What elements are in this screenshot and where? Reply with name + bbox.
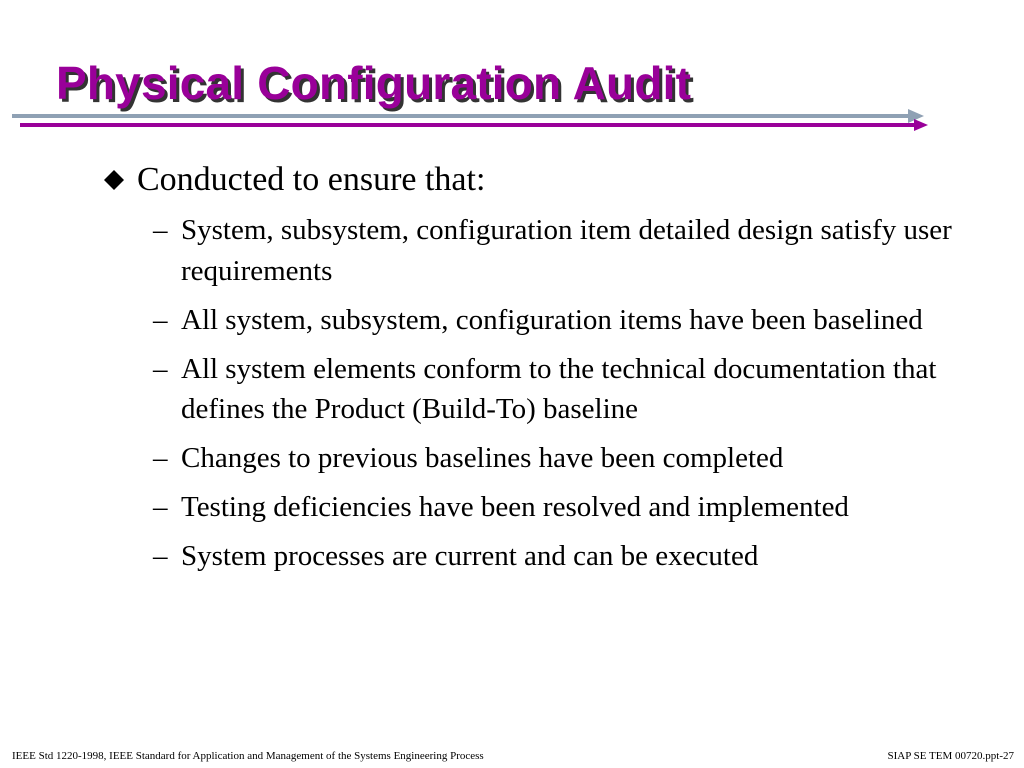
dash-marker: –: [153, 352, 168, 385]
dash-marker: –: [153, 303, 168, 336]
sub-bullet-text: All system, subsystem, configuration items have been baselined: [181, 303, 923, 336]
sub-bullet-text: System processes are current and can be executed: [181, 540, 759, 572]
dash-marker: –: [153, 540, 168, 572]
footer-source: IEEE Std 1220-1998, IEEE Standard for Application and Management of the Systems Engineering Process: [12, 750, 484, 762]
dash-marker: –: [153, 491, 168, 523]
sub-bullet-text: All system elements conform to the technical documentation that defines the Product (Build-To) baseline: [181, 352, 937, 425]
sub-bullet-item: [153, 300, 973, 341]
sub-bullet-list: [153, 210, 973, 585]
diamond-icon: [103, 169, 125, 191]
sub-bullet-item: [153, 438, 973, 479]
sub-bullet-text: Testing deficiencies have been resolved and implemented: [181, 491, 849, 523]
dash-marker: –: [153, 214, 168, 246]
sub-bullet-item: [153, 349, 973, 430]
title-underline-arrows: [0, 104, 940, 134]
sub-bullet-text: Changes to previous baselines have been completed: [181, 442, 784, 474]
sub-bullet-text: System, subsystem, configuration item detailed design satisfy user requirements: [181, 214, 952, 287]
sub-bullet-item: [153, 536, 973, 577]
main-bullet: [103, 160, 485, 200]
footer-slide-id: SIAP SE TEM 00720.ppt-27: [887, 750, 1014, 762]
sub-bullet-item: [153, 210, 973, 291]
main-bullet-text: Conducted to ensure that:: [137, 161, 486, 198]
dash-marker: –: [153, 442, 168, 474]
sub-bullet-item: [153, 487, 973, 528]
slide-title: Physical Configuration Audit: [56, 57, 692, 109]
lower-arrow-head: [914, 119, 928, 131]
